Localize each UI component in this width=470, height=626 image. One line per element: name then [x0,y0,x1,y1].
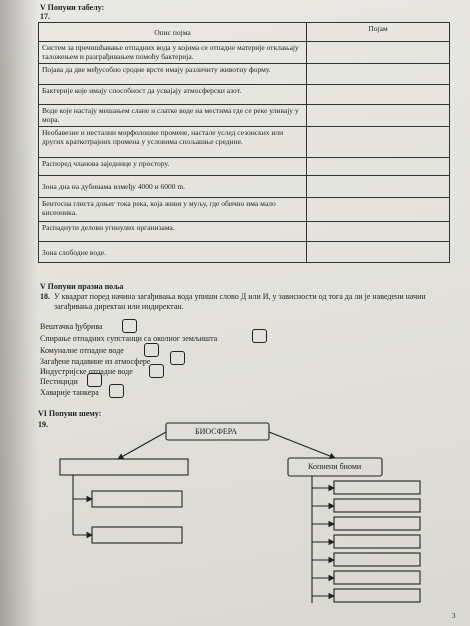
description-cell: Појава да две међусобно сродне врсте имају различиту животну форму. [39,64,307,85]
right-subnode-boxes [334,481,420,602]
section-heading-scheme: VI Попуни шему: [38,409,102,418]
pollution-item: Комуналне отпадне воде [40,346,124,355]
section-heading-fill-blanks: V Попуни празна поља [40,282,124,291]
pollution-item: Хаварије танкера [40,388,99,397]
pollution-item: Индустријске отпадне воде [40,367,133,376]
column-header-term: Појам [307,23,450,42]
task-number-19: 19. [38,420,48,429]
description-cell: Бактерије које имају способност да усвајају атмосферски азот. [39,85,307,105]
description-cell: Зона дна на дубинама између 4000 и 6000 m. [39,176,307,198]
description-cell: Распоред чланова заједнице у простору. [39,158,307,176]
terrestrial-biomes-label: Копнени биоми [308,462,362,471]
task-number-17: 17. [40,12,50,21]
left-node-box [60,459,188,475]
right-branch-arrows [312,488,334,596]
biosphere-label: БИОСФЕРА [195,427,237,436]
description-cell: Распаднути делови угинулих организама. [39,222,307,242]
description-cell: Воде које настају мешањем слане и слатке воде на местима где се реке уливају у мора. [39,105,307,127]
description-cell: Необавезне и нестални морфолошке промене, настале услед сезонских или других краткотрајних промена у условима спољашње средине. [39,127,307,158]
task-18-instruction: У квадрат поред начина загађивања вода упиши слово Д или И, у зависности од тога да ли је наведени начин загађивања директан или индиректан. [54,292,426,311]
left-subnode-box [92,491,182,507]
column-header-description: Опис појма [39,23,307,42]
pollution-item: Спирање отпадних супстанци са околног земљишта [40,334,218,343]
description-cell: Зона слободне воде. [39,242,307,263]
page-number: 3 [452,612,456,620]
task-number-18: 18. [40,292,50,301]
description-cell: Бентосна глиста доњег тока река, која живи у муљу, где обично има мало кисеоника. [39,198,307,222]
section-heading-fill-table: V Попуни табелу: [40,3,105,12]
description-cell: Систем за пречишћавање отпадних вода у којима се отпадне материје отклањају таложењем и разграђивањем помоћу бактерија. [39,42,307,64]
pollution-item: Загађене падавине из атмосфере [40,357,151,366]
left-subnode-box [92,527,182,543]
pollution-item: Вештачка ђубрива [40,322,103,331]
pollution-item: Пестициди [40,377,78,386]
